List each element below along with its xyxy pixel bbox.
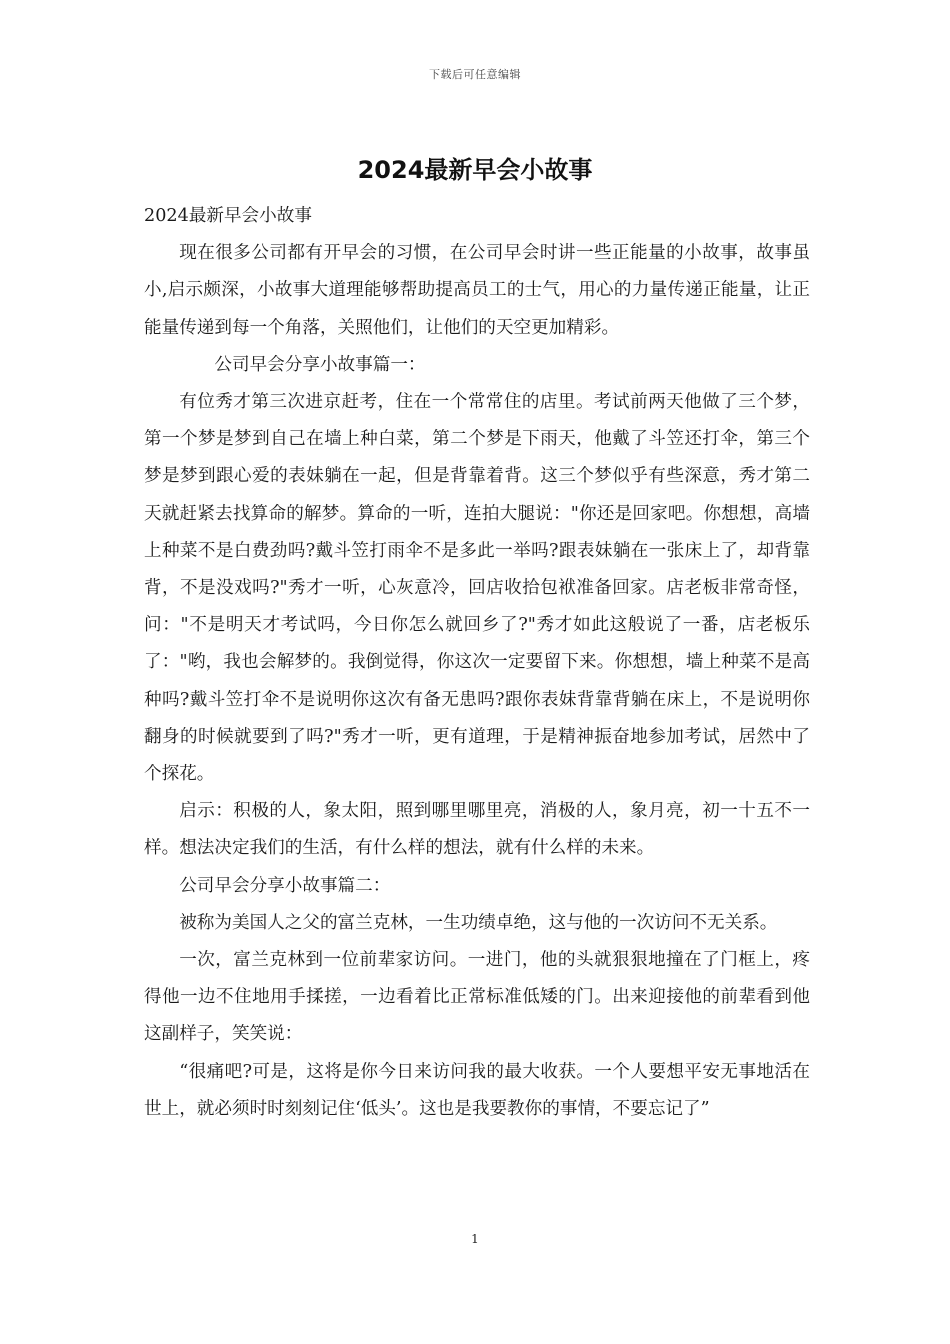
story-one-paragraph: 有位秀才第三次进京赶考，住在一个常常住的店里。考试前两天他做了三个梦，第一个梦是梦到自己在墙上种白菜，第二个梦是下雨天，他戴了斗笠还打伞，第三个梦是梦到跟心爱的表妹躺在一起，但是背靠着背。这三个梦似乎有些深意，秀才第二天就赶紧去找算命的解梦。算命的一听，连拍大腿说："你还是回家吧。你想想，高墙上种菜不是白费劲吗?戴斗笠打雨伞不是多此一举吗?跟表妹躺在一张床上了，却背靠背，不是没戏吗?"秀才一听，心灰意冷，回店收拾包袱准备回家。店老板非常奇怪，问："不是明天才考试吗，今日你怎么就回乡了?"秀才如此这般说了一番，店老板乐了："哟，我也会解梦的。我倒觉得，你这次一定要留下来。你想想，墙上种菜不是高种吗?戴斗笠打伞不是说明你这次有备无患吗?跟你表妹背靠背躺在床上，不是说明你翻身的时候就要到了吗?"秀才一听，更有道理，于是精神振奋地参加考试，居然中了个探花。 bbox=[144, 392, 810, 785]
insight-paragraph: 启示：积极的人，象太阳，照到哪里哪里亮，消极的人，象月亮，初一十五不一样。想法决定我们的生活，有什么样的想法，就有什么样的未来。 bbox=[144, 801, 810, 859]
subtitle-paragraph: 2024最新早会小故事 bbox=[144, 206, 312, 226]
story-two-intro-paragraph: 被称为美国人之父的富兰克林，一生功绩卓绝，这与他的一次访问不无关系。 bbox=[179, 912, 778, 933]
section-heading-one: 公司早会分享小故事篇一： bbox=[214, 354, 426, 375]
intro-paragraph: 现在很多公司都有开早会的习惯，在公司早会时讲一些正能量的小故事，故事虽小,启示颇深，小故事大道理能够帮助提高员工的士气，用心的力量传递正能量，让正能量传递到每一个角落，关照他们，让他们的天空更加精彩。 bbox=[144, 243, 810, 338]
section-heading-two: 公司早会分享小故事篇二： bbox=[179, 875, 391, 896]
page-number: 1 bbox=[471, 1232, 479, 1246]
story-two-paragraph: 一次，富兰克林到一位前辈家访问。一进门，他的头就狠狠地撞在了门框上，疼得他一边不住地用手揉搓，一边看着比正常标准低矮的门。出来迎接他的前辈看到他这副样子，笑笑说： bbox=[144, 950, 810, 1045]
page-header: 下载后可任意编辑 bbox=[429, 68, 521, 81]
quote-paragraph: “很痛吧?可是，这将是你今日来访问我的最大收获。一个人要想平安无事地活在世上，就必须时时刻刻记住‘低头’。这也是我要教你的事情，不要忘记了” bbox=[144, 1061, 810, 1119]
document-body bbox=[144, 198, 810, 1128]
document-title: 2024最新早会小故事 bbox=[357, 156, 593, 184]
